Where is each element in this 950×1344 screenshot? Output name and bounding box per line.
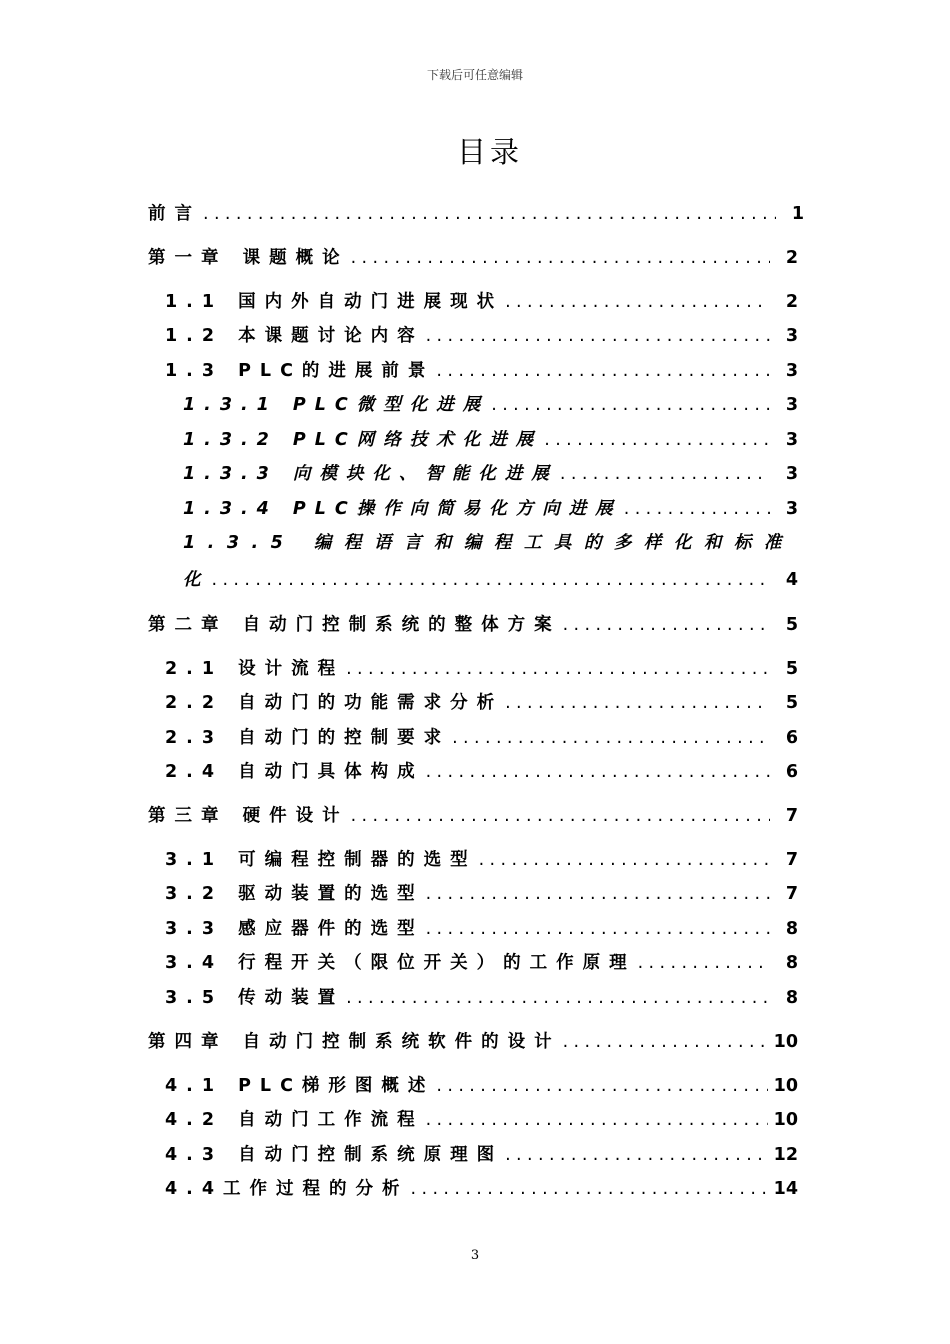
- toc-entry-page: 1: [791, 204, 804, 224]
- toc-entry[interactable]: [183, 426, 798, 451]
- toc-entry-label: 3.1 可编程控制器的选型: [165, 850, 477, 870]
- toc-entry[interactable]: [148, 1028, 798, 1053]
- toc-entry[interactable]: [165, 949, 798, 974]
- toc-entry[interactable]: [148, 200, 804, 225]
- toc-entry-page: 2: [785, 292, 798, 312]
- toc-entry-label: 3.2 驱动装置的选型: [165, 884, 424, 904]
- toc-entry[interactable]: [165, 846, 798, 871]
- toc-entry[interactable]: [183, 391, 798, 416]
- toc-leader-dots: [563, 1032, 768, 1052]
- toc-leader-dots: [411, 1179, 768, 1199]
- toc-entry-label: 1.3.1 PLC微型化进展: [183, 395, 490, 415]
- toc-leader-dots: [638, 953, 770, 973]
- toc-entry-page: 2: [785, 248, 798, 268]
- toc-entry-page: 8: [785, 919, 798, 939]
- toc-entry[interactable]: [165, 322, 798, 347]
- toc-entry[interactable]: [148, 802, 798, 827]
- toc-entry-page: 5: [785, 659, 798, 679]
- toc-entry-page: 7: [785, 806, 798, 826]
- toc-leader-dots: [203, 204, 776, 224]
- toc-entry-label: 1.1 国内外自动门进展现状: [165, 292, 504, 312]
- toc-entry[interactable]: [165, 758, 798, 783]
- toc-entry[interactable]: [165, 915, 798, 940]
- toc-leader-dots: [624, 499, 770, 519]
- toc-entry[interactable]: [165, 288, 798, 313]
- toc-entry[interactable]: [165, 357, 798, 382]
- toc-entry-page: 8: [785, 953, 798, 973]
- toc-entry[interactable]: [165, 655, 798, 680]
- toc-entry-label: 第四章 自动门控制系统软件的设计: [148, 1032, 561, 1052]
- toc-leader-dots: [505, 292, 770, 312]
- toc-entry-page: 3: [785, 499, 798, 519]
- toc-leader-dots: [560, 464, 770, 484]
- toc-leader-dots: [426, 326, 770, 346]
- toc-entry-page: 3: [785, 430, 798, 450]
- toc-entry-label: 第二章 自动门控制系统的整体方案: [148, 615, 561, 635]
- toc-entry-label: 2.4 自动门具体构成: [165, 762, 424, 782]
- toc-entry-label: 2.1 设计流程: [165, 659, 345, 679]
- toc-leader-dots: [351, 806, 770, 826]
- toc-leader-dots: [426, 884, 770, 904]
- toc-entry-page: 10: [773, 1032, 798, 1052]
- toc-leader-dots: [544, 430, 770, 450]
- toc-entry-label: 4.1 PLC梯形图概述: [165, 1076, 435, 1096]
- toc-leader-dots: [426, 762, 770, 782]
- toc-entry[interactable]: [183, 566, 798, 591]
- toc-leader-dots: [346, 659, 770, 679]
- page-title: 目录: [456, 135, 523, 169]
- toc-leader-dots: [452, 728, 770, 748]
- toc-entry-label: 3.4 行程开关（限位开关）的工作原理: [165, 953, 636, 973]
- toc-entry-label: 4.3 自动门控制系统原理图: [165, 1145, 504, 1165]
- toc-entry-page: 10: [773, 1110, 798, 1130]
- toc-entry-label: 1.2 本课题讨论内容: [165, 326, 424, 346]
- toc-leader-dots: [426, 919, 770, 939]
- toc-leader-dots: [212, 570, 771, 590]
- toc-entry-label: 3.3 感应器件的选型: [165, 919, 424, 939]
- toc-entry-label: 前言: [148, 204, 201, 224]
- toc-leader-dots: [505, 1145, 768, 1165]
- toc-leader-dots: [491, 395, 770, 415]
- toc-entry[interactable]: [165, 1072, 798, 1097]
- toc-entry[interactable]: [148, 611, 798, 636]
- toc-entry-page: 7: [785, 884, 798, 904]
- toc-entry[interactable]: [165, 1106, 798, 1131]
- toc-entry-label: 第三章 硬件设计: [148, 806, 349, 826]
- page-number: 3: [470, 1248, 480, 1263]
- toc-entry-page: 3: [785, 395, 798, 415]
- toc-entry-page: 3: [785, 361, 798, 381]
- toc-entry-page: 5: [785, 615, 798, 635]
- toc-leader-dots: [505, 693, 770, 713]
- toc-entry[interactable]: [183, 495, 798, 520]
- toc-entry-label: 4.4工作过程的分析: [165, 1179, 409, 1199]
- toc-entry[interactable]: [165, 880, 798, 905]
- toc-entry[interactable]: [165, 984, 798, 1009]
- toc-entry[interactable]: [165, 1175, 798, 1200]
- toc-entry-page: 12: [773, 1145, 798, 1165]
- toc-entry[interactable]: [165, 1141, 798, 1166]
- toc-entry-label: 第一章 课题概论: [148, 248, 349, 268]
- toc-leader-dots: [351, 248, 770, 268]
- toc-entry-label: 2.2 自动门的功能需求分析: [165, 693, 504, 713]
- toc-entry[interactable]: [165, 724, 798, 749]
- toc-entry-page: 5: [785, 693, 798, 713]
- toc-entry[interactable]: [148, 244, 798, 269]
- toc-entry-label: 1.3.2 PLC网络技术化进展: [183, 430, 543, 450]
- toc-entry-page: 8: [785, 988, 798, 1008]
- toc-entry-label: 1.3.3 向模块化、智能化进展: [183, 464, 558, 484]
- toc-leader-dots: [479, 850, 770, 870]
- toc-entry-label: 4.2 自动门工作流程: [165, 1110, 424, 1130]
- toc-leader-dots: [346, 988, 770, 1008]
- toc-entry[interactable]: [165, 689, 798, 714]
- toc-entry-label: 3.5 传动装置: [165, 988, 345, 1008]
- toc-leader-dots: [436, 361, 770, 381]
- toc-entry-page: 6: [785, 762, 798, 782]
- toc-entry-page: 3: [785, 464, 798, 484]
- toc-entry-label: 2.3 自动门的控制要求: [165, 728, 451, 748]
- toc-entry-page: 14: [773, 1179, 798, 1199]
- toc-entry-page: 3: [785, 326, 798, 346]
- toc-leader-dots: [436, 1076, 767, 1096]
- toc-leader-dots: [563, 615, 770, 635]
- toc-leader-dots: [426, 1110, 768, 1130]
- toc-entry-page: 6: [785, 728, 798, 748]
- toc-entry-label-line1[interactable]: 1.3.5 编程语言和编程工具的多样化和标准: [183, 533, 794, 553]
- toc-entry-label: 1.3 PLC的进展前景: [165, 361, 435, 381]
- toc-entry-page: 4: [785, 570, 798, 590]
- toc-entry-label: 化: [183, 570, 210, 590]
- toc-entry-page: 7: [785, 850, 798, 870]
- page-header: 下载后可任意编辑: [426, 68, 523, 82]
- toc-entry-page: 10: [773, 1076, 798, 1096]
- toc-entry-label: 1.3.4 PLC操作向简易化方向进展: [183, 499, 622, 519]
- toc-entry[interactable]: [183, 460, 798, 485]
